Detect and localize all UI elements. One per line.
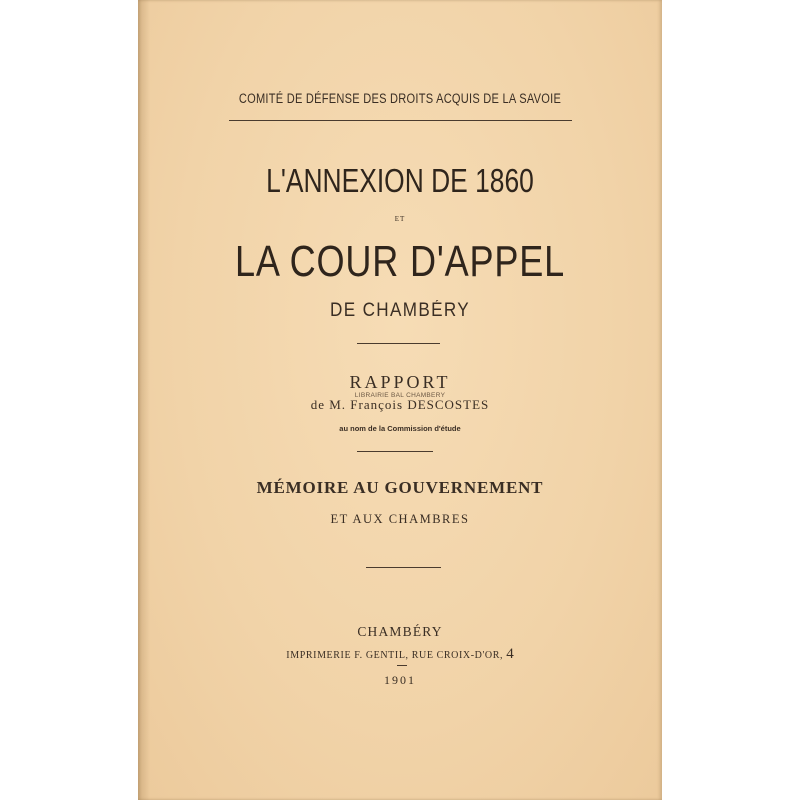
divider-rule-2 — [357, 451, 433, 452]
memoire-heading: MÉMOIRE AU GOUVERNEMENT — [256, 478, 544, 497]
title-conjunction: ET — [394, 215, 406, 223]
publication-city: CHAMBÉRY — [357, 624, 443, 639]
divider-rule-3 — [366, 567, 441, 568]
top-rule — [229, 120, 572, 121]
committee-name: COMITÉ DE DÉFENSE DES DROITS ACQUIS DE LA SAVOIE — [238, 91, 562, 106]
commission-line: au nom de la Commission d'étude — [339, 424, 461, 433]
dash-rule — [397, 665, 407, 666]
bookseller-stamp: LIBRAIRIE BAL CHAMBERY — [354, 392, 446, 399]
printer-name: IMPRIMERIE F. GENTIL, RUE CROIX-D'OR, — [286, 650, 504, 661]
memoire-subheading: ET AUX CHAMBRES — [330, 512, 470, 526]
author-line: de M. François DESCOSTES — [310, 397, 490, 412]
publication-year: 1901 — [384, 673, 416, 687]
title-line-1: L'ANNEXION DE 1860 — [266, 162, 534, 199]
printer-line — [138, 646, 662, 663]
divider-rule-1 — [357, 343, 440, 344]
subtitle: DE CHAMBÉRY — [330, 300, 470, 321]
title-line-2: LA COUR D'APPEL — [235, 237, 565, 286]
report-heading: RAPPORT — [349, 372, 451, 392]
printer-street-number: 4 — [506, 646, 514, 662]
